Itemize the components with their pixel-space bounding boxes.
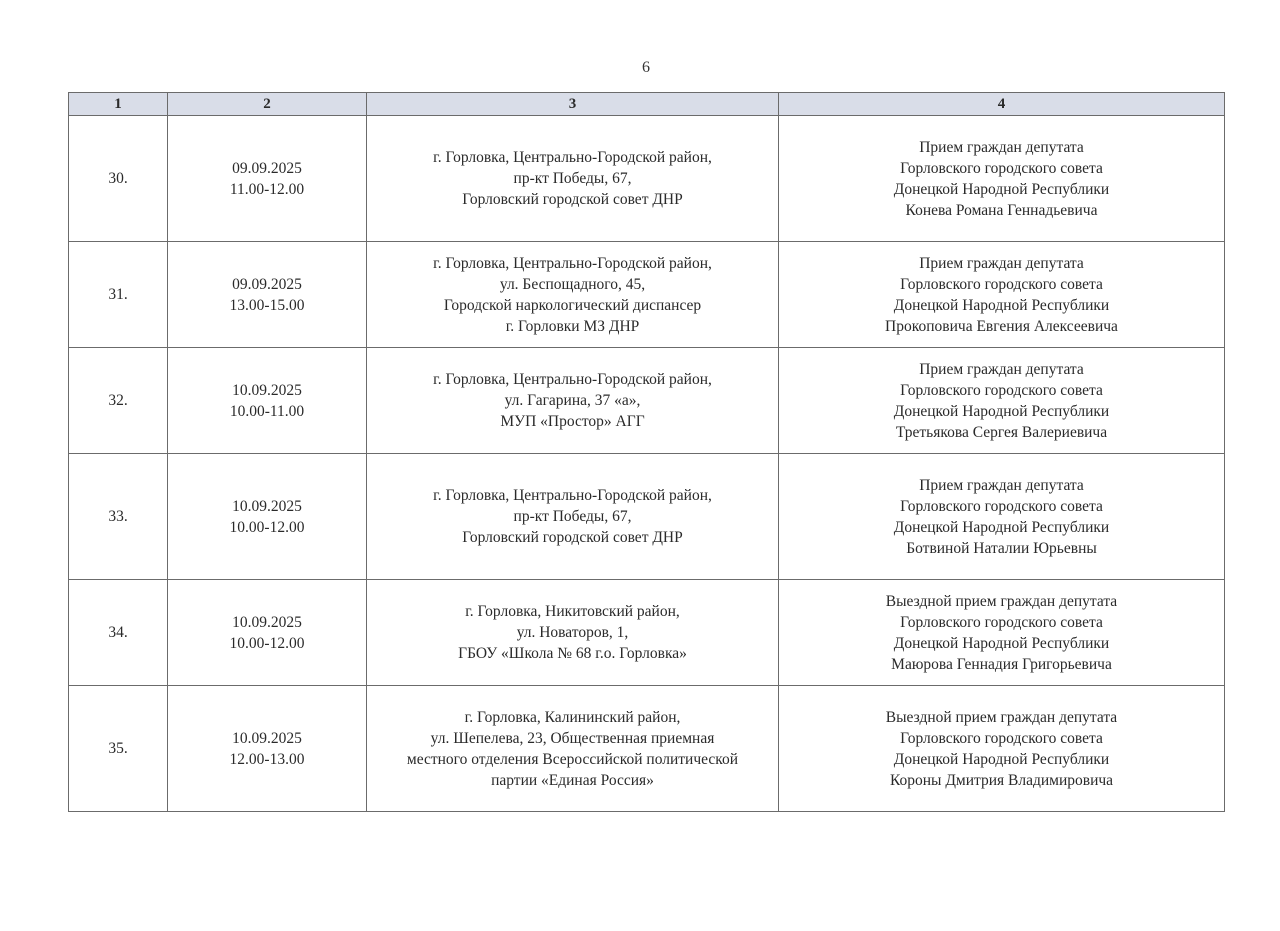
address-line: Городской наркологический диспансер <box>443 296 702 314</box>
date-time-cell <box>168 686 367 812</box>
row-time: 10.00-12.00 <box>229 634 305 652</box>
date-time-cell <box>168 348 367 454</box>
row-number: 35. <box>69 686 168 812</box>
address-line: Горловский городской совет ДНР <box>462 191 683 208</box>
row-number: 31. <box>69 242 168 348</box>
row-date: 09.09.2025 <box>232 275 302 293</box>
schedule-table <box>68 92 1225 812</box>
event-cell <box>779 454 1225 580</box>
event-line: Выездной прием граждан депутата <box>885 708 1118 726</box>
address-line: г. Горловка, Центрально-Городской район, <box>433 254 712 272</box>
column-header-4: 4 <box>779 93 1225 116</box>
event-line: Донецкой Народной Республики <box>893 180 1110 198</box>
event-line: Донецкой Народной Республики <box>893 296 1110 314</box>
address-line: Горловский городской совет ДНР <box>462 529 683 546</box>
address-line: ул. Шепелева, 23, Общественная приемная <box>430 729 715 747</box>
address-line: г. Горловка, Калининский район, <box>464 708 681 726</box>
row-date: 10.09.2025 <box>232 729 302 747</box>
event-line: Горловского городского совета <box>900 275 1103 293</box>
event-line: Горловского городского совета <box>900 381 1103 399</box>
event-line: Донецкой Народной Республики <box>893 634 1110 652</box>
column-header-2: 2 <box>168 93 367 116</box>
table-row <box>69 454 1225 580</box>
event-line: Горловского городского совета <box>900 159 1103 177</box>
event-line: Третьякова Сергея Валериевича <box>895 423 1108 441</box>
table-header-row <box>69 93 1225 116</box>
date-time-cell <box>168 116 367 242</box>
address-line: ул. Беспощадного, 45, <box>499 275 646 293</box>
row-date: 10.09.2025 <box>232 381 302 399</box>
row-time: 10.00-12.00 <box>229 518 305 536</box>
event-line: Прием граждан депутата <box>919 360 1084 378</box>
event-line: Маюрова Геннадия Григорьевича <box>891 655 1112 673</box>
address-cell <box>367 116 779 242</box>
date-time-cell <box>168 454 367 580</box>
table-row <box>69 116 1225 242</box>
event-line: Конева Романа Геннадьевича <box>905 201 1098 219</box>
row-date: 09.09.2025 <box>232 159 302 177</box>
table-row <box>69 348 1225 454</box>
row-time: 11.00-12.00 <box>229 180 305 198</box>
address-line: ул. Гагарина, 37 «а», <box>504 392 641 409</box>
event-line: Донецкой Народной Республики <box>893 750 1110 768</box>
table-row <box>69 580 1225 686</box>
event-line: Прием граждан депутата <box>919 138 1084 156</box>
address-line: ул. Новаторов, 1, <box>516 624 629 641</box>
event-line: Выездной прием граждан депутата <box>885 592 1118 610</box>
event-line: Короны Дмитрия Владимировича <box>889 771 1114 789</box>
address-line: пр-кт Победы, 67, <box>513 170 632 187</box>
event-line: Прием граждан депутата <box>919 254 1084 272</box>
address-line: г. Горловка, Центрально-Городской район, <box>433 487 712 504</box>
event-line: Донецкой Народной Республики <box>893 518 1110 536</box>
address-cell <box>367 454 779 580</box>
event-line: Донецкой Народной Республики <box>893 402 1110 420</box>
row-time: 10.00-11.00 <box>229 402 305 420</box>
row-time: 12.00-13.00 <box>229 750 305 768</box>
address-cell <box>367 580 779 686</box>
page-number: 6 <box>642 59 650 76</box>
row-number: 30. <box>69 116 168 242</box>
address-line: местного отделения Всероссийской политической <box>406 750 739 768</box>
event-cell <box>779 580 1225 686</box>
date-time-cell <box>168 580 367 686</box>
address-line: г. Горловки МЗ ДНР <box>505 317 640 335</box>
event-cell <box>779 348 1225 454</box>
address-line: г. Горловка, Центрально-Городской район, <box>433 149 712 166</box>
event-line: Горловского городского совета <box>900 497 1103 515</box>
row-date: 10.09.2025 <box>232 613 302 631</box>
event-line: Горловского городского совета <box>900 613 1103 631</box>
event-cell <box>779 242 1225 348</box>
address-cell <box>367 686 779 812</box>
event-line: Прокоповича Евгения Алексеевича <box>885 317 1118 335</box>
table-row <box>69 242 1225 348</box>
row-number: 33. <box>69 454 168 580</box>
event-cell <box>779 116 1225 242</box>
table-row <box>69 686 1225 812</box>
address-line: ГБОУ «Школа № 68 г.о. Горловка» <box>458 645 687 662</box>
address-cell <box>367 348 779 454</box>
date-time-cell <box>168 242 367 348</box>
address-line: МУП «Простор» АГГ <box>500 413 645 430</box>
address-line: г. Горловка, Центрально-Городской район, <box>433 371 712 388</box>
address-line: партии «Единая Россия» <box>491 771 654 789</box>
row-date: 10.09.2025 <box>232 497 302 515</box>
row-number: 34. <box>69 580 168 686</box>
event-line: Прием граждан депутата <box>919 476 1084 494</box>
event-line: Ботвиной Наталии Юрьевны <box>906 539 1097 557</box>
row-number: 32. <box>69 348 168 454</box>
column-header-1: 1 <box>69 93 168 116</box>
event-line: Горловского городского совета <box>900 729 1103 747</box>
row-time: 13.00-15.00 <box>229 296 305 314</box>
address-cell <box>367 242 779 348</box>
address-line: г. Горловка, Никитовский район, <box>465 603 680 620</box>
column-header-3: 3 <box>367 93 779 116</box>
event-cell <box>779 686 1225 812</box>
address-line: пр-кт Победы, 67, <box>513 508 632 525</box>
